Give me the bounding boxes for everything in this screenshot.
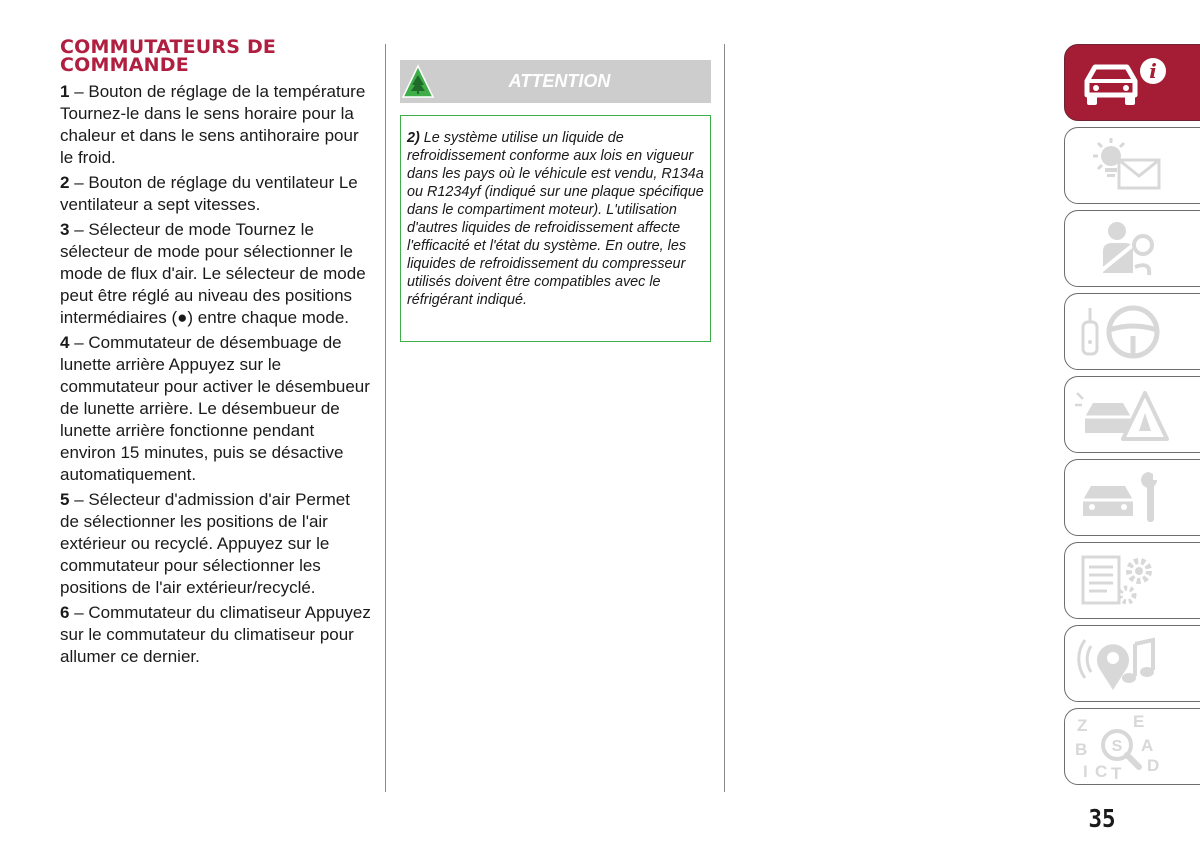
index-letter: E [1133, 715, 1145, 731]
list-item [60, 172, 372, 216]
attention-body: Le système utilise un liquide de refroidissement conforme aux lois en vigueur dans les pays où le véhicule est vendu, R134a ou R1234yf (indiqué sur une plaque spécifique dans le compartiment moteur). L'utilisation d'autres liquides de refroidissement affecte l'efficacité et l'état du système. En outre, les liquides de refroidissement du compresseur utilisés doivent être compatibles avec le réfrigérant indiqué. [407, 130, 704, 308]
column-divider-right [724, 44, 725, 792]
emergency-breakdown-icon [1073, 383, 1173, 447]
section-heading-line2: COMMANDE [60, 54, 189, 76]
index-letter: T [1111, 764, 1122, 779]
car-info-icon [1073, 51, 1173, 115]
tab-multimedia[interactable] [1064, 625, 1200, 702]
list-item [60, 489, 372, 599]
tab-starting-driving[interactable] [1064, 293, 1200, 370]
index-letter: D [1147, 756, 1160, 775]
page-number: 35 [1088, 804, 1116, 833]
item-number: 3 [60, 220, 70, 239]
attention-text [407, 129, 704, 309]
tab-car-info[interactable] [1064, 44, 1200, 121]
list-item [60, 81, 372, 169]
attention-title: ATTENTION [508, 71, 611, 91]
multimedia-icon [1073, 632, 1173, 696]
car-maintenance-icon [1073, 466, 1173, 530]
item-number: 6 [60, 603, 70, 622]
item-number: 5 [60, 490, 70, 509]
attention-box [400, 115, 711, 342]
tab-safety[interactable] [1064, 210, 1200, 287]
key-steering-wheel-icon [1073, 300, 1173, 364]
main-column [60, 38, 372, 671]
item-text: – Bouton de réglage de la température Tournez-le dans le sens horaire pour la chaleur et dans le sens antihoraire pour le froid. [60, 82, 366, 167]
attention-header [400, 60, 711, 103]
item-text: – Commutateur de désembuage de lunette arrière Appuyez sur le commutateur pour activer le désembueur de lunette arrière. Le désembueur de lunette arrière fonctionne pendant environ 15 minutes, puis se désactive automatiquement. [60, 333, 370, 484]
item-text: – Sélecteur de mode Tournez le sélecteur de mode pour sélectionner le mode de flux d'air. Le sélecteur de mode peut être réglé au niveau des positions intermédiaires (●) entre chaque mode. [60, 220, 366, 327]
section-heading-line1: COMMUTATEURS DE [60, 36, 277, 58]
index-letter: I [1083, 762, 1088, 779]
attention-ref: 2) [407, 130, 420, 146]
tab-technical-data[interactable] [1064, 542, 1200, 619]
tab-emergency[interactable] [1064, 376, 1200, 453]
svg-text:S: S [1111, 738, 1123, 755]
list-item [60, 332, 372, 486]
item-number: 1 [60, 82, 70, 101]
index-letter: A [1141, 736, 1154, 755]
item-text: – Commutateur du climatiseur Appuyez sur le commutateur du climatiseur pour allumer ce dernier. [60, 603, 371, 666]
environment-warning-icon [401, 64, 435, 100]
item-number: 4 [60, 333, 70, 352]
tab-maintenance[interactable] [1064, 459, 1200, 536]
item-text: – Bouton de réglage du ventilateur Le ventilateur a sept vitesses. [60, 173, 358, 214]
tab-warning-lights[interactable] [1064, 127, 1200, 204]
alphabetical-index-icon [1073, 715, 1173, 779]
item-number: 2 [60, 173, 70, 192]
svg-text:i: i [1149, 59, 1157, 83]
list-item [60, 219, 372, 329]
safety-seatbelt-icon [1073, 217, 1173, 281]
warning-lights-messages-icon [1073, 134, 1173, 198]
index-letter: B [1075, 740, 1088, 759]
column-divider-left [385, 44, 386, 792]
technical-data-icon [1073, 549, 1173, 613]
item-text: – Sélecteur d'admission d'air Permet de sélectionner les positions de l'air extérieur ou recyclé. Appuyez sur le commutateur pour sélectionner les positions de l'air extérieur/recyclé. [60, 490, 350, 597]
index-letter: Z [1077, 716, 1088, 735]
tab-index[interactable] [1064, 708, 1200, 785]
list-item [60, 602, 372, 668]
index-letter: C [1095, 762, 1108, 779]
section-heading [60, 38, 372, 74]
